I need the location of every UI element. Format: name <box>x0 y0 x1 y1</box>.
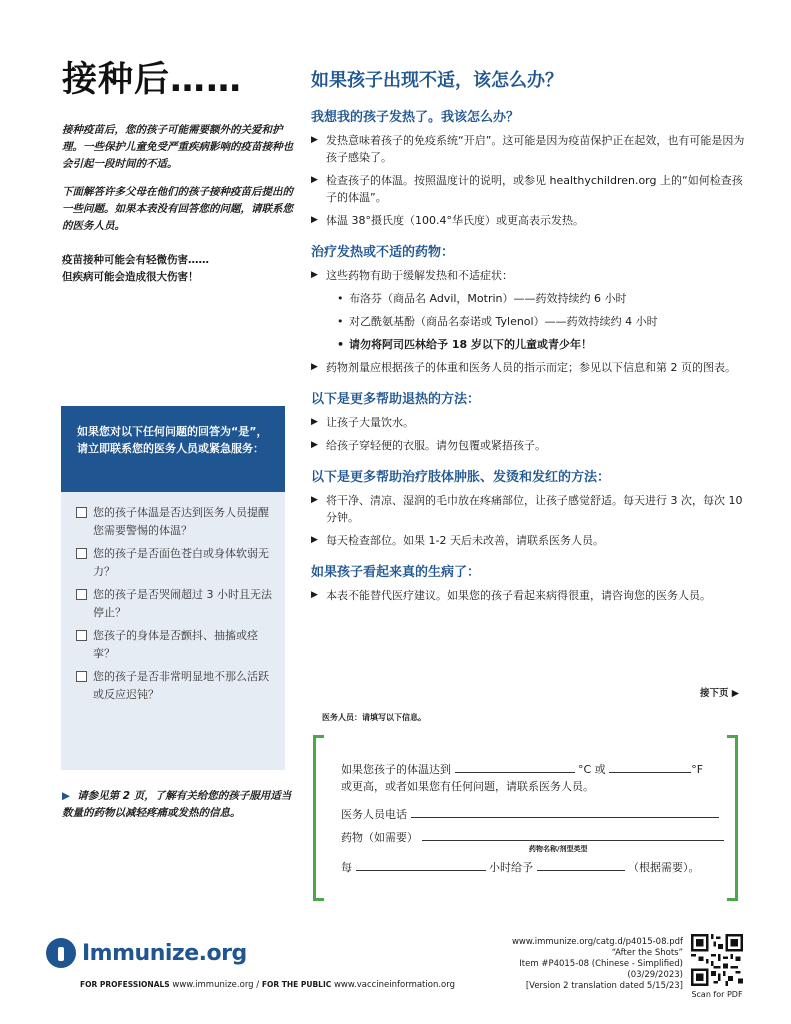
temp-row <box>341 760 703 777</box>
document-info <box>503 937 683 992</box>
med-field[interactable] <box>422 828 724 841</box>
swelling-heading: 以下是更多帮助治疗肢体肿胀、发烫和发红的方法： <box>311 470 611 485</box>
med-label: 药物（如需要） <box>341 831 418 844</box>
question-text: 您的孩子是否非常明显地不那么活跃或反应迟钝？ <box>93 670 269 701</box>
question-item <box>76 668 276 704</box>
arrow-right-icon: ▶ <box>62 790 71 802</box>
pro-label: FOR PROFESSIONALS <box>80 980 170 989</box>
public-label: FOR THE PUBLIC <box>261 980 332 989</box>
reduce-item <box>311 414 751 431</box>
fever-item-text: 检查孩子的体温。按照温度计的说明，或参见 healthychildren.org 上的“如何检查孩子的体温”。 <box>326 174 743 204</box>
hours-label: 小时给予 <box>489 861 533 874</box>
frequency-row <box>341 858 700 875</box>
question-item <box>76 627 276 663</box>
arrow-right-icon: ▶ <box>311 417 318 427</box>
question-item <box>76 504 276 540</box>
med-row <box>341 828 724 845</box>
checkbox[interactable] <box>76 507 87 518</box>
intro-text <box>62 122 294 246</box>
meds-intro <box>311 267 751 284</box>
med-item-text: 布洛芬（商品名 Advil，Motrin）——药效持续约 6 小时 <box>349 292 627 305</box>
qr-caption: Scan for PDF <box>691 990 743 999</box>
guidance-column <box>311 108 751 610</box>
fever-heading: 我想我的孩子发热了。我该怎么办？ <box>311 110 520 125</box>
really-sick-heading: 如果孩子看起来真的生病了： <box>311 565 481 580</box>
med-caption: 药物名称/剂型类型 <box>529 845 588 853</box>
staff-instruction: 医务人员：请填写以下信息。 <box>322 713 426 722</box>
emergency-panel-header <box>61 406 285 492</box>
arrow-right-icon: ▶ <box>311 535 318 545</box>
arrow-right-icon: ▶ <box>311 175 318 185</box>
temp-suffix: 或更高，或者如果您有任何问题，请联系医务人员。 <box>341 780 594 793</box>
med-item-aspirin-warning <box>311 336 751 353</box>
hours-field[interactable] <box>356 858 486 871</box>
dose-field[interactable] <box>537 858 625 871</box>
med-item-text: 对乙酰氨基酚（商品名泰诺或 Tylenol）——药效持续约 4 小时 <box>349 315 658 328</box>
meds-dose-note <box>311 359 751 376</box>
unit-f: °F <box>691 763 704 776</box>
warning-line-2: 但疾病可能会造成很大伤害！ <box>62 271 199 283</box>
as-needed-label: （根据需要）。 <box>628 861 700 874</box>
bullet-dot-icon: • <box>337 338 345 351</box>
warning-line-1: 疫苗接种可能会有轻微伤害…… <box>62 254 209 266</box>
fever-item-text: 体温 38°摄氏度（100.4°华氏度）或更高表示发热。 <box>326 214 584 227</box>
phone-row <box>341 805 719 822</box>
phone-label: 医务人员电话 <box>341 808 407 821</box>
reduce-item <box>311 437 751 454</box>
arrow-right-icon: ▶ <box>311 135 318 145</box>
meds-heading: 治疗发热或不适的药物： <box>311 245 455 260</box>
intro-paragraph-1: 接种疫苗后，您的孩子可能需要额外的关爱和护理。一些保护儿童免受严重疾病影响的疫苗接种也会引起一段时间的不适。 <box>62 124 293 170</box>
reduce-fever-heading: 以下是更多帮助退热的方法： <box>311 392 481 407</box>
arrow-right-icon: ▶ <box>311 590 318 600</box>
warning-text <box>62 252 294 286</box>
fever-item-text: 发热意味着孩子的免疫系统“开启”。这可能是因为疫苗保护正在起效，也有可能是因为孩子感染了。 <box>326 134 745 164</box>
med-item <box>311 290 751 307</box>
page-title: 接种后…… <box>62 60 243 100</box>
arrow-right-icon: ▶ <box>311 215 318 225</box>
checkbox[interactable] <box>76 630 87 641</box>
section-title: 如果孩子出现不适，该怎么办？ <box>311 70 563 91</box>
checkbox[interactable] <box>76 589 87 600</box>
qr-code-icon[interactable] <box>691 934 743 986</box>
med-item-text: 请勿将阿司匹林给予 18 岁以下的儿童或青少年！ <box>349 338 592 351</box>
really-sick-item-text: 本表不能替代医疗建议。如果您的孩子看起来病得很重，请咨询您的医务人员。 <box>326 589 711 602</box>
public-link[interactable]: www.vaccineinformation.org <box>333 980 455 990</box>
intro-paragraph-2: 下面解答许多父母在他们的孩子接种疫苗后提出的一些问题。如果本表没有回答您的问题，请联系您的医务人员。 <box>62 186 293 232</box>
fever-item <box>311 212 751 229</box>
next-page-link[interactable]: 接下页 ▶ <box>700 688 740 699</box>
arrow-right-icon: ▶ <box>311 495 318 505</box>
bracket-left <box>313 735 324 901</box>
swelling-item-text: 将干净、清凉、湿润的毛巾放在疼痛部位，让孩子感觉舒适。每天进行 3 次，每次 10 分钟。 <box>326 494 743 524</box>
meds-dose-text: 药物剂量应根据孩子的体重和医务人员的指示而定；参见以下信息和第 2 页的图表。 <box>326 361 736 374</box>
item-number: Item #P4015-08 (Chinese - Simplified) <box>519 959 683 969</box>
every-label: 每 <box>341 861 352 874</box>
checkbox[interactable] <box>76 548 87 559</box>
bracket-right <box>727 735 738 901</box>
med-item <box>311 313 751 330</box>
arrow-right-icon: ▶ <box>311 362 318 372</box>
see-page-2-text: 请参见第 2 页，了解有关给您的孩子服用适当数量的药物以减轻疼痛或发热的信息。 <box>62 790 292 819</box>
meds-intro-text: 这些药物有助于缓解发热和不适症状： <box>326 269 513 282</box>
pdf-url[interactable]: www.immunize.org/catg.d/p4015-08.pdf <box>511 937 683 947</box>
reduce-item-text: 让孩子大量饮水。 <box>326 416 414 429</box>
temp-c-field[interactable] <box>455 760 575 773</box>
footer-links <box>80 980 455 990</box>
temp-f-field[interactable] <box>609 760 691 773</box>
swelling-item <box>311 492 751 526</box>
checkbox[interactable] <box>76 671 87 682</box>
reduce-item-text: 给孩子穿轻便的衣服。请勿包覆或紧捂孩子。 <box>326 439 546 452</box>
fever-item <box>311 172 751 206</box>
swelling-item-text: 每天检查部位。如果 1-2 天后未改善，请联系医务人员。 <box>326 534 604 547</box>
logo-text: Immunize.org <box>82 941 247 966</box>
question-item <box>76 545 276 581</box>
translation-version: [Version 2 translation dated 5/15/23] <box>525 981 683 991</box>
question-text: 您孩子的身体是否颤抖、抽搐或痉挛？ <box>93 629 258 660</box>
pro-link[interactable]: www.immunize.org <box>172 980 254 990</box>
phone-field[interactable] <box>411 805 719 818</box>
really-sick-item <box>311 587 751 604</box>
arrow-right-icon: ▶ <box>311 440 318 450</box>
footer-separator: / <box>256 980 260 990</box>
emergency-question-list <box>76 504 276 709</box>
swelling-item <box>311 532 751 549</box>
fever-item <box>311 132 751 166</box>
question-item <box>76 586 276 622</box>
unit-c: °C 或 <box>578 763 606 776</box>
question-text: 您的孩子是否哭闹超过 3 小时且无法停止？ <box>93 588 272 619</box>
temp-prefix: 如果您孩子的体温达到 <box>341 763 451 776</box>
bullet-dot-icon: • <box>337 315 344 328</box>
doc-date: (03/29/2023) <box>627 970 683 980</box>
bullet-dot-icon: • <box>337 292 344 305</box>
immunize-logo-icon <box>46 938 76 968</box>
emergency-panel-heading: 如果您对以下任何问题的回答为“是”，请立即联系您的医务人员或紧急服务： <box>77 425 268 455</box>
question-text: 您的孩子是否面色苍白或身体软弱无力？ <box>93 547 269 578</box>
see-page-2-note <box>62 788 292 822</box>
arrow-right-icon: ▶ <box>311 270 318 280</box>
question-text: 您的孩子体温是否达到医务人员提醒您需要警惕的体温？ <box>93 506 269 537</box>
doc-title: “After the Shots” <box>611 948 683 958</box>
